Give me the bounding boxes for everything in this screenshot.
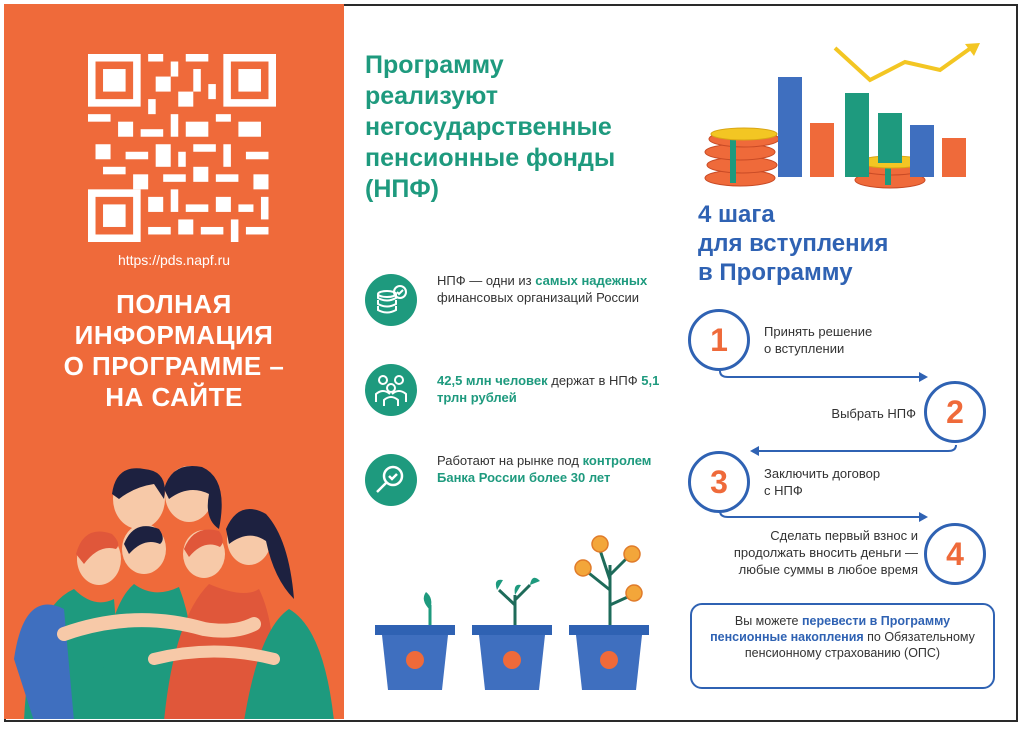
step-text bbox=[764, 323, 944, 357]
info-heading-line: ИНФОРМАЦИЯ bbox=[74, 320, 274, 350]
info-heading-line: О ПРОГРАММЕ – bbox=[63, 351, 285, 381]
pot-small bbox=[375, 592, 455, 690]
note-text-part: Вы можете bbox=[734, 614, 802, 628]
arrow-right-icon bbox=[919, 512, 928, 522]
step-text-line: Заключить договор bbox=[764, 466, 881, 481]
note-text-part: по Обязательному пенсионному страхованию (ОПС) bbox=[744, 630, 975, 660]
npf-heading-line: реализуют bbox=[365, 82, 499, 110]
magnifier-icon bbox=[365, 454, 417, 506]
step-number: 2 bbox=[924, 381, 986, 443]
step-number: 3 bbox=[688, 451, 750, 513]
steps-heading-line: в Программу bbox=[698, 259, 853, 286]
npf-heading-line: (НПФ) bbox=[365, 175, 440, 203]
note-highlight: перевести в Программу пенсионные накопления bbox=[710, 614, 951, 644]
coins-check-icon bbox=[365, 274, 417, 326]
fact-text bbox=[437, 372, 677, 406]
npf-heading-line: Программу bbox=[365, 51, 504, 79]
npf-heading bbox=[365, 50, 675, 205]
step-text bbox=[704, 527, 918, 578]
arrow-right-icon bbox=[919, 372, 928, 382]
fact-reliability bbox=[365, 272, 675, 332]
people-icon bbox=[365, 364, 417, 416]
npf-heading-line: негосударственные bbox=[365, 113, 612, 141]
fact-text-highlight: 5,1 трлн рублей bbox=[437, 373, 660, 405]
qr-code[interactable] bbox=[88, 54, 276, 242]
step-number: 1 bbox=[688, 309, 750, 371]
transfer-note bbox=[690, 603, 995, 689]
left-panel bbox=[4, 4, 344, 719]
fact-text-part: НПФ — одни из bbox=[437, 273, 536, 288]
step-text-line: с НПФ bbox=[764, 483, 803, 498]
step-number: 4 bbox=[924, 523, 986, 585]
growing-plants-illustration bbox=[370, 530, 660, 700]
step-text-line: о вступлении bbox=[764, 341, 845, 356]
info-heading-line: ПОЛНАЯ bbox=[116, 289, 232, 319]
arrow-left-icon bbox=[750, 446, 759, 456]
step-text bbox=[764, 465, 944, 499]
growth-chart-illustration bbox=[700, 40, 990, 200]
step-text-line: продолжать вносить деньги — bbox=[733, 545, 918, 560]
step-text-line: Выбрать НПФ bbox=[831, 406, 916, 421]
fact-text-highlight: самых надежных bbox=[535, 273, 648, 288]
steps-heading bbox=[698, 200, 958, 287]
site-url[interactable]: https://pds.napf.ru bbox=[117, 252, 231, 268]
fact-text-highlight: 42,5 млн человек bbox=[437, 373, 548, 388]
step-text-line: Сделать первый взнос и bbox=[770, 528, 918, 543]
fact-text-part: Работают на рынке под bbox=[437, 453, 583, 468]
step-text-line: любые суммы в любое время bbox=[738, 562, 918, 577]
fact-text-part: держат в НПФ bbox=[547, 373, 642, 388]
info-heading bbox=[24, 289, 324, 413]
pot-medium bbox=[472, 578, 552, 690]
fact-text bbox=[437, 452, 677, 486]
pot-large bbox=[569, 536, 649, 690]
steps-heading-line: для вступления bbox=[698, 230, 889, 257]
hugging-people-illustration bbox=[4, 459, 344, 719]
info-heading-line: НА САЙТЕ bbox=[105, 382, 243, 412]
fact-regulation bbox=[365, 452, 675, 512]
npf-heading-line: пенсионные фонды bbox=[365, 144, 616, 172]
trend-line bbox=[835, 45, 975, 80]
fact-text-highlight: контролем Банка России более 30 лет bbox=[437, 453, 652, 485]
steps-heading-line: 4 шага bbox=[698, 201, 775, 228]
fact-clients bbox=[365, 362, 675, 422]
fact-text-part: финансовых организаций России bbox=[437, 290, 639, 305]
steps-flow bbox=[688, 305, 998, 595]
step-text bbox=[748, 405, 916, 422]
fact-text bbox=[437, 272, 677, 306]
step-text-line: Принять решение bbox=[764, 324, 873, 339]
